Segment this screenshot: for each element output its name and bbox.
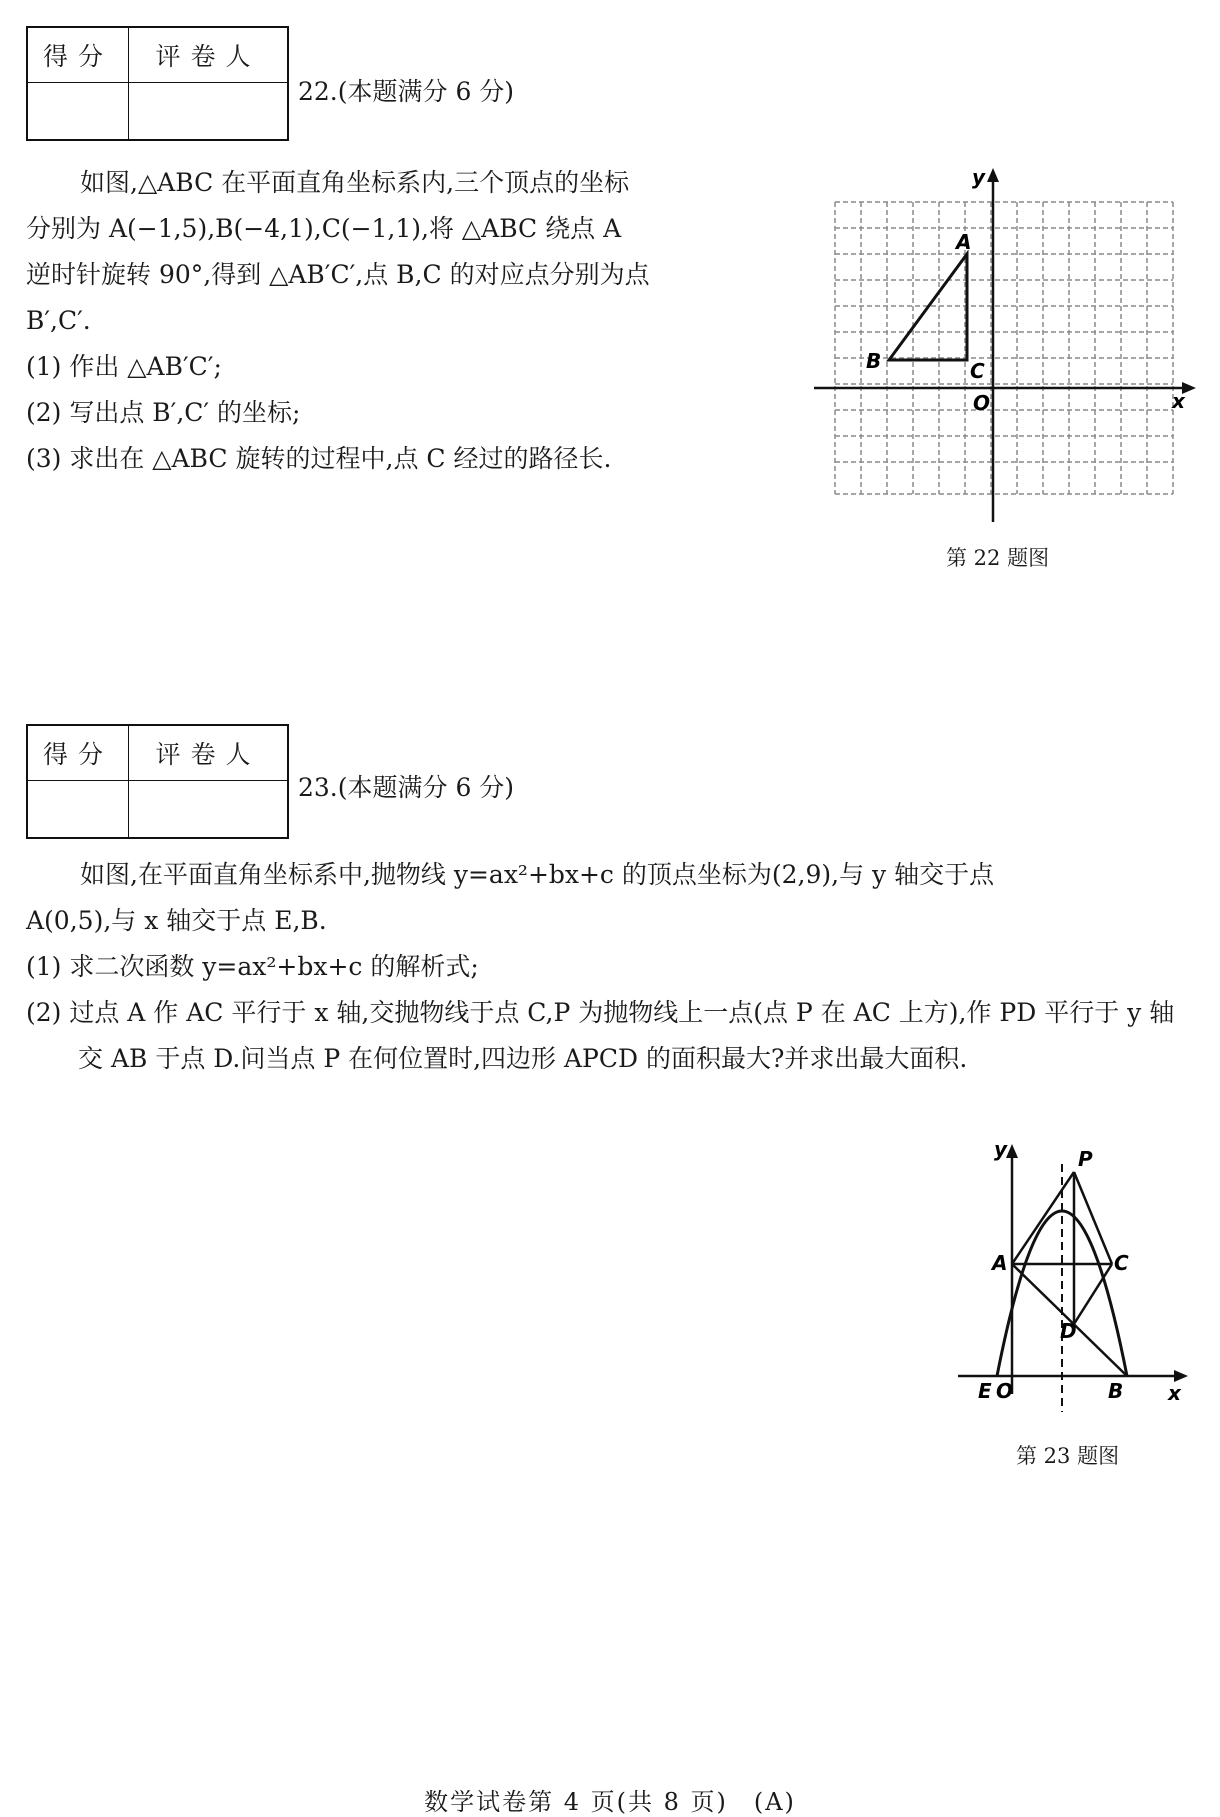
score-table-22 bbox=[26, 26, 289, 141]
q22-body bbox=[26, 160, 766, 482]
label-d: D bbox=[1060, 1319, 1077, 1343]
q22-caption: 第 22 题图 bbox=[946, 546, 1050, 570]
label-c: C bbox=[1114, 1251, 1129, 1275]
q23-title: 23.(本题满分 6 分) bbox=[298, 773, 515, 802]
grid bbox=[835, 202, 1173, 494]
label-a: A bbox=[992, 1251, 1008, 1275]
q23-part: (2) 过点 A 作 AC 平行于 x 轴,交抛物线于点 C,P 为抛物线上一点(点 P 在 AC 上方),作 PD 平行于 y 轴交 AB 于点 D.问当点 P 在何位置时,四边形 APCD 的面积最大?并求出最大面积. bbox=[26, 998, 1175, 1073]
q23-figure bbox=[950, 1132, 1200, 1422]
q22-line: B′,C′. bbox=[26, 306, 91, 335]
score-cell bbox=[27, 781, 129, 839]
label-y: y bbox=[994, 1137, 1008, 1161]
q23-body bbox=[26, 852, 1196, 1082]
label-p: P bbox=[1078, 1147, 1093, 1171]
q22-line: 如图,△ABC 在平面直角坐标系内,三个顶点的坐标 bbox=[80, 168, 630, 197]
q22-line: 逆时针旋转 90°,得到 △AB′C′,点 B,C 的对应点分别为点 bbox=[26, 260, 650, 289]
label-b: B bbox=[866, 349, 882, 373]
q22-part: (1) 作出 △AB′C′; bbox=[26, 352, 222, 381]
label-y: y bbox=[972, 165, 986, 189]
grader-header: 评卷人 bbox=[129, 725, 289, 781]
label-e: E bbox=[978, 1379, 992, 1403]
label-a: A bbox=[956, 230, 972, 254]
q23-caption: 第 23 题图 bbox=[1016, 1444, 1120, 1468]
label-o: O bbox=[996, 1379, 1014, 1403]
label-x: x bbox=[1172, 389, 1185, 413]
y-axis-arrow bbox=[1006, 1144, 1018, 1158]
score-cell bbox=[27, 83, 129, 141]
triangle-abc bbox=[889, 254, 967, 360]
q23-line: 如图,在平面直角坐标系中,抛物线 y=ax²+bx+c 的顶点坐标为(2,9),与 y 轴交于点 bbox=[80, 860, 995, 889]
q22-figure bbox=[810, 160, 1210, 530]
score-header: 得分 bbox=[27, 725, 129, 781]
label-o: O bbox=[973, 391, 991, 415]
label-c: C bbox=[970, 359, 985, 383]
score-header: 得分 bbox=[27, 27, 129, 83]
y-axis-arrow bbox=[987, 168, 999, 182]
q22-line: 分别为 A(−1,5),B(−4,1),C(−1,1),将 △ABC 绕点 A bbox=[26, 214, 622, 243]
q23-line: A(0,5),与 x 轴交于点 E,B. bbox=[26, 906, 327, 935]
label-x: x bbox=[1168, 1381, 1181, 1405]
q22-part: (2) 写出点 B′,C′ 的坐标; bbox=[26, 398, 301, 427]
grader-header: 评卷人 bbox=[129, 27, 289, 83]
q23-part: (1) 求二次函数 y=ax²+bx+c 的解析式; bbox=[26, 952, 479, 981]
label-b: B bbox=[1108, 1379, 1124, 1403]
score-table-23 bbox=[26, 724, 289, 839]
q22-title: 22.(本题满分 6 分) bbox=[298, 77, 515, 106]
page-footer: 数学试卷第 4 页(共 8 页) (A) bbox=[424, 1788, 796, 1816]
grader-cell bbox=[129, 83, 289, 141]
q22-part: (3) 求出在 △ABC 旋转的过程中,点 C 经过的路径长. bbox=[26, 444, 612, 473]
construction-lines bbox=[1012, 1172, 1127, 1376]
grader-cell bbox=[129, 781, 289, 839]
